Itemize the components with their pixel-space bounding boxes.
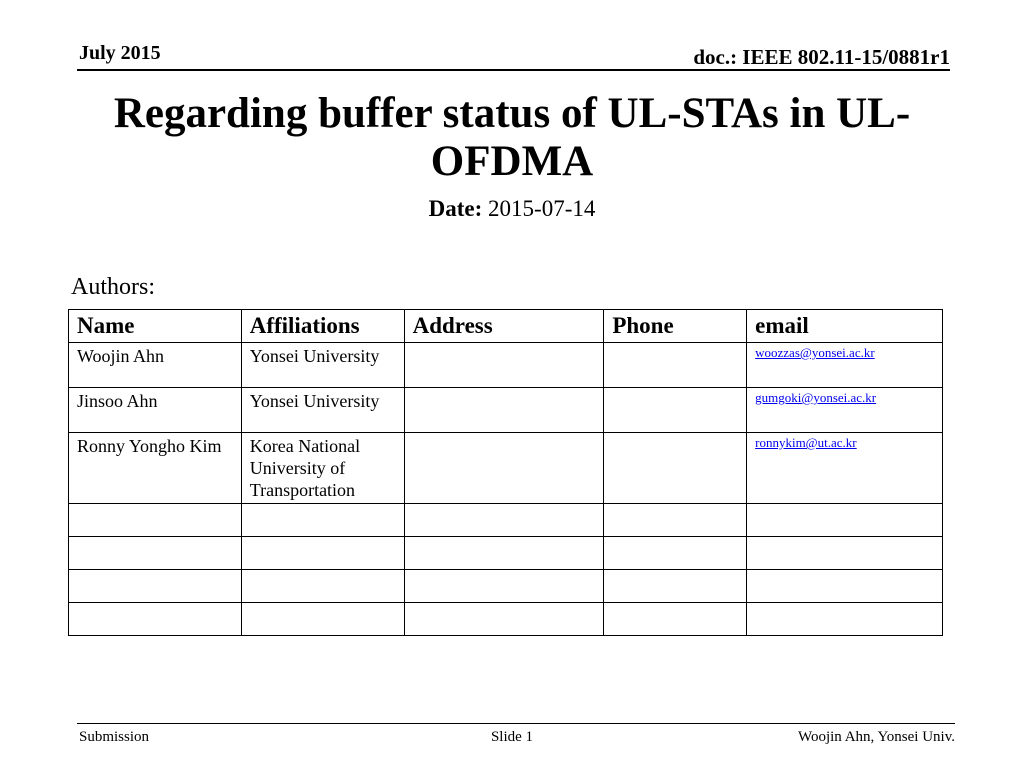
author-phone <box>604 388 747 433</box>
author-email-link[interactable]: woozzas@yonsei.ac.kr <box>755 345 875 360</box>
authors-table <box>68 309 943 636</box>
author-affiliation: Yonsei University <box>241 343 404 388</box>
author-email-link[interactable]: ronnykim@ut.ac.kr <box>755 435 857 450</box>
author-phone <box>604 343 747 388</box>
table-row <box>69 388 943 433</box>
empty-cell <box>604 603 747 636</box>
table-header-row <box>69 310 943 343</box>
footer-slide-number: Slide 1 <box>490 729 534 745</box>
table-row-empty <box>69 570 943 603</box>
empty-cell <box>604 537 747 570</box>
header-date: July 2015 <box>79 42 161 64</box>
date-line <box>0 196 1024 222</box>
table-row-empty <box>69 603 943 636</box>
header-email: email <box>747 310 943 343</box>
footer-divider <box>77 723 955 724</box>
empty-cell <box>241 537 404 570</box>
empty-cell <box>69 504 242 537</box>
empty-cell <box>747 504 943 537</box>
header-doc-id: doc.: IEEE 802.11-15/0881r1 <box>693 45 950 69</box>
author-name: Ronny Yongho Kim <box>69 433 242 504</box>
author-email-link[interactable]: gumgoki@yonsei.ac.kr <box>755 390 877 405</box>
table-row-empty <box>69 504 943 537</box>
table-row <box>69 343 943 388</box>
date-value: 2015-07-14 <box>488 196 596 221</box>
footer-submission: Submission <box>79 729 150 745</box>
author-address <box>404 388 604 433</box>
footer-author: Woojin Ahn, Yonsei Univ. <box>797 729 955 745</box>
empty-cell <box>241 603 404 636</box>
empty-cell <box>241 570 404 603</box>
empty-cell <box>747 570 943 603</box>
empty-cell <box>747 537 943 570</box>
header-address: Address <box>404 310 604 343</box>
empty-cell <box>69 570 242 603</box>
author-address <box>404 433 604 504</box>
empty-cell <box>747 603 943 636</box>
table-row-empty <box>69 537 943 570</box>
date-label: Date: <box>428 196 483 221</box>
author-email-cell <box>747 388 943 433</box>
empty-cell <box>404 537 604 570</box>
header-name: Name <box>69 310 242 343</box>
empty-cell <box>404 504 604 537</box>
header-divider <box>77 69 950 71</box>
header-affiliations: Affiliations <box>241 310 404 343</box>
empty-cell <box>604 504 747 537</box>
table-row <box>69 433 943 504</box>
author-address <box>404 343 604 388</box>
author-affiliation: Korea National University of Transportation <box>241 433 404 504</box>
author-email-cell <box>747 343 943 388</box>
author-name: Woojin Ahn <box>69 343 242 388</box>
empty-cell <box>404 603 604 636</box>
author-affiliation: Yonsei University <box>241 388 404 433</box>
header-phone: Phone <box>604 310 747 343</box>
empty-cell <box>404 570 604 603</box>
authors-label: Authors: <box>71 274 155 300</box>
empty-cell <box>69 603 242 636</box>
empty-cell <box>604 570 747 603</box>
author-phone <box>604 433 747 504</box>
author-name: Jinsoo Ahn <box>69 388 242 433</box>
empty-cell <box>241 504 404 537</box>
empty-cell <box>69 537 242 570</box>
author-email-cell <box>747 433 943 504</box>
slide-title: Regarding buffer status of UL-STAs in UL-OFDMA <box>113 90 911 185</box>
